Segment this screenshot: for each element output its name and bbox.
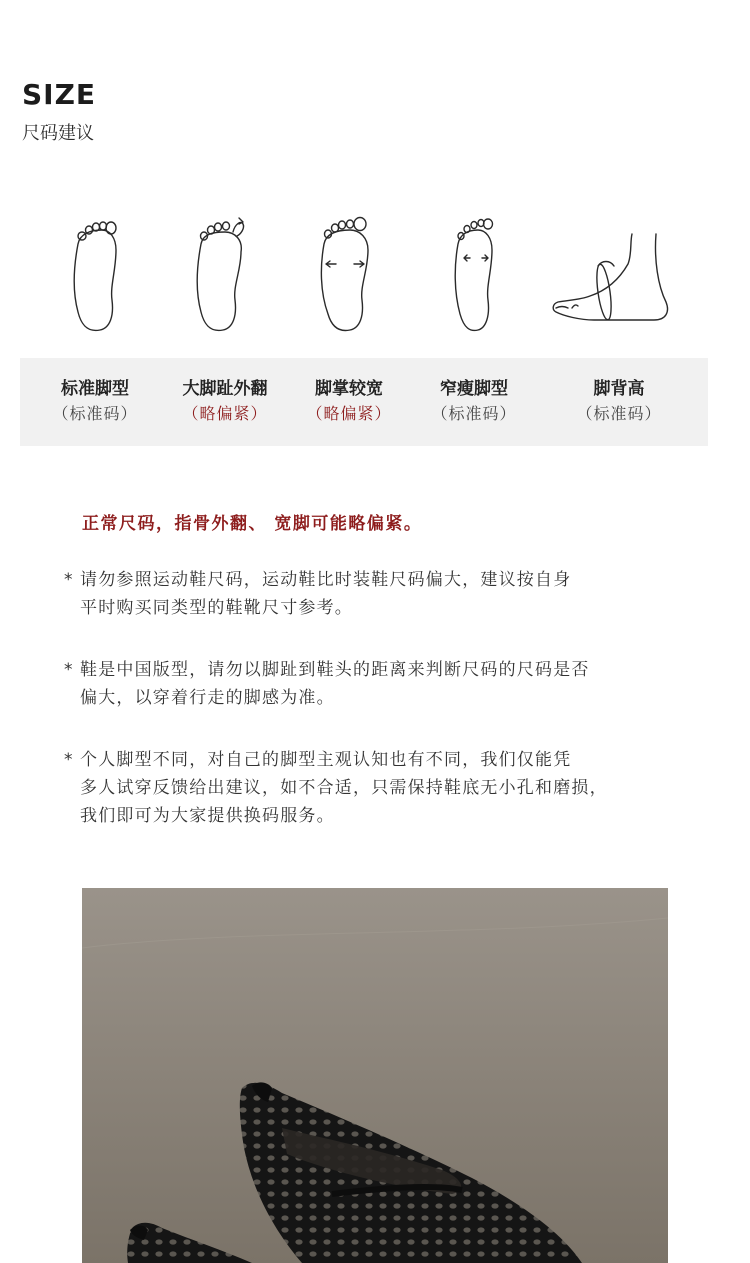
note-line: 我们即可为大家提供换码服务。	[80, 806, 335, 826]
foot-type-narrow	[418, 358, 530, 446]
foot-type-standard	[20, 358, 170, 446]
foot-type-recommendation: （标准码）	[431, 404, 517, 423]
sizing-note	[64, 746, 684, 830]
note-line: 请勿参照运动鞋尺码，运动鞋比时装鞋尺码偏大，建议按自身	[80, 570, 572, 590]
foot-type-panel	[20, 358, 708, 446]
foot-type-wide	[280, 358, 418, 446]
note-marker: *	[64, 570, 74, 590]
note-line: 平时购买同类型的鞋靴尺寸参考。	[80, 598, 353, 618]
note-line: 偏大，以穿着行走的脚感为准。	[80, 688, 335, 708]
foot-type-bunion	[170, 358, 280, 446]
foot-type-high-instep	[530, 358, 708, 446]
foot-narrow-icon	[455, 219, 492, 330]
foot-type-recommendation: （标准码）	[576, 404, 662, 423]
foot-high-instep-icon	[553, 234, 667, 321]
foot-standard-icon	[74, 222, 116, 330]
product-photo	[82, 888, 668, 1263]
page-subtitle: 尺码建议	[22, 123, 94, 144]
page-title: SIZE	[22, 78, 97, 111]
note-line: 多人试穿反馈给出建议，如不合适，只需保持鞋底无小孔和磨损，	[80, 778, 608, 798]
sizing-note	[64, 656, 684, 712]
note-marker: *	[64, 660, 74, 680]
foot-type-name: 窄瘦脚型	[440, 379, 508, 399]
foot-bunion-icon	[197, 218, 243, 330]
foot-type-recommendation: （略偏紧）	[306, 404, 392, 423]
foot-type-name: 脚掌较宽	[315, 379, 383, 399]
foot-type-name: 脚背高	[593, 379, 645, 399]
foot-wide-icon	[321, 218, 368, 331]
woven-flat-shoe-image	[82, 888, 668, 1263]
note-marker: *	[64, 750, 74, 770]
foot-type-name: 大脚趾外翻	[182, 379, 268, 399]
sizing-note	[64, 566, 684, 622]
sizing-headline: 正常尺码，指骨外翻、 宽脚可能略偏紧。	[82, 514, 423, 534]
foot-illustrations	[20, 200, 710, 345]
note-line: 个人脚型不同，对自己的脚型主观认知也有不同，我们仅能凭	[80, 750, 572, 770]
foot-type-recommendation: （标准码）	[52, 404, 138, 423]
note-line: 鞋是中国版型，请勿以脚趾到鞋头的距离来判断尺码的尺码是否	[80, 660, 590, 680]
foot-type-recommendation: （略偏紧）	[182, 404, 268, 423]
foot-type-name: 标准脚型	[61, 379, 129, 399]
